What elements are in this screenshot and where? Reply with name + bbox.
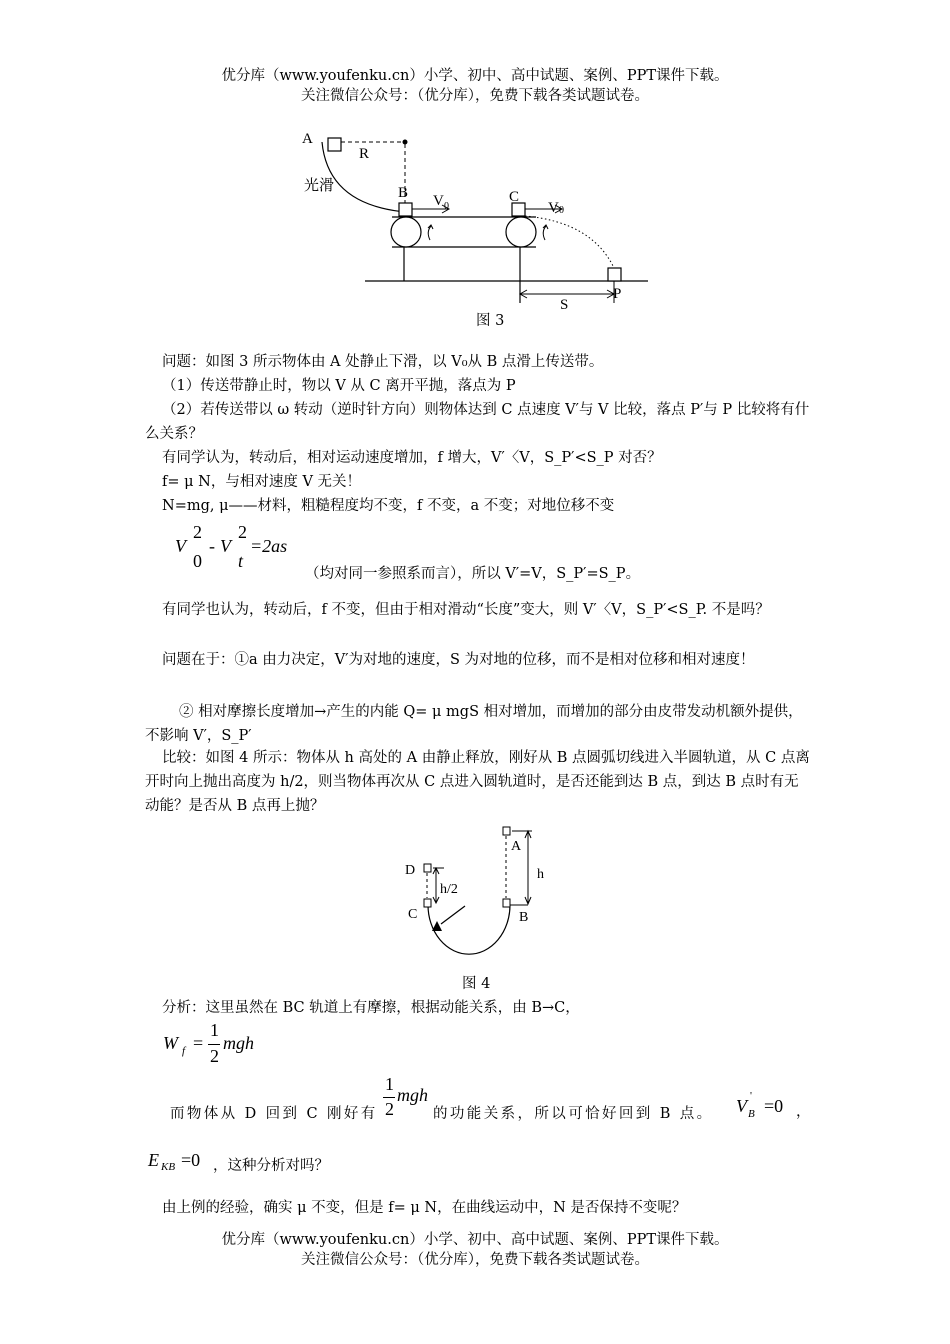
question-part-2: （2）若传送带以 ω 转动（逆时针方向）则物体达到 C 点速度 V′与 V 比较，落点 P′与 P 比较将有什么关系？ bbox=[145, 402, 810, 442]
label-s: S bbox=[560, 297, 569, 313]
energy-relation-text: 而物体从 D 回到 C 刚好有 bbox=[170, 1106, 378, 1122]
label-p: P bbox=[613, 286, 622, 302]
left-rotation-arrow bbox=[428, 226, 431, 240]
block-at-a bbox=[328, 138, 341, 151]
half-mgh-fraction: 1 2 mgh bbox=[385, 1074, 428, 1119]
returns-to-b-text: 的功能关系，所以可恰好回到 B 点。 bbox=[433, 1106, 714, 1122]
right-pulley bbox=[506, 217, 536, 247]
student-view-2: 有同学也认为，转动后，f 不变，但由于相对滑动“长度”变大，则 V′〈V，S_P′<S_P. 不是吗？ bbox=[162, 602, 770, 618]
label-v0-c-sub: 0 bbox=[559, 205, 564, 216]
velocity-b-equation: V ' B =0 ， bbox=[736, 1090, 811, 1120]
right-rotation-arrow bbox=[543, 226, 546, 240]
block-at-p bbox=[608, 268, 621, 281]
same-frame-note: （均对同一参照系而言），所以 V′=V，S_P′=S_P。 bbox=[305, 566, 641, 582]
label-h-half: h/2 bbox=[440, 882, 458, 897]
label-v0-b-sub: 0 bbox=[444, 201, 449, 212]
label-a: A bbox=[511, 839, 522, 854]
work-friction-equation: W f = 1 2 mgh bbox=[163, 1020, 254, 1066]
question-intro: 问题：如图 3 所示物体由 A 处静止下滑，以 V₀从 B 点滑上传送带。 bbox=[162, 354, 604, 370]
label-b: B bbox=[398, 185, 409, 201]
figure-4-caption: 图 4 bbox=[462, 976, 491, 992]
header-line-1: 优分库（www.youfenku.cn）小学、初中、高中试题、案例、PPT课件下载。 bbox=[221, 68, 729, 84]
label-c: C bbox=[509, 189, 520, 205]
normal-force-note: N=mg, μ——材料，粗糙程度均不变，f 不变，a 不变；对地位移不变 bbox=[162, 498, 615, 514]
block-at-d bbox=[424, 864, 431, 872]
block-at-b bbox=[503, 899, 510, 907]
question-part-1: （1）传送带静止时，物以 V 从 C 离开平抛，落点为 P bbox=[162, 378, 516, 394]
center-marker bbox=[432, 921, 442, 931]
closing-question: 由上例的经验，确实 μ 不变，但是 f= μ N，在曲线运动中，N 是否保持不变呢？ bbox=[162, 1200, 687, 1216]
label-d: D bbox=[405, 863, 416, 878]
label-a: A bbox=[302, 131, 313, 147]
left-pulley bbox=[391, 217, 421, 247]
key-point-1: 问题在于：①a 由力决定，V′为对地的速度，S 为对地的位移，而不是相对位移和相对速度！ bbox=[162, 652, 755, 668]
kinetic-energy-b-equation: E KB =0 bbox=[148, 1150, 201, 1173]
analysis-question: ，这种分析对吗？ bbox=[213, 1158, 329, 1174]
label-b: B bbox=[519, 910, 529, 925]
label-c: C bbox=[408, 907, 418, 922]
key-point-2: ② 相对摩擦长度增加→产生的内能 Q= μ mgS 相对增加，而增加的部分由皮带发动机额外提供，不影响 V′，S_P′ bbox=[145, 704, 803, 744]
arc-center-dot bbox=[403, 140, 408, 145]
student-view-1: 有同学认为，转动后，相对运动速度增加，f 增大，V′〈V，S_P′<S_P 对否？ bbox=[162, 450, 662, 466]
label-r: R bbox=[359, 146, 370, 162]
kinematics-equation: V 2 0 - V 2 t =2as bbox=[175, 522, 288, 571]
projectile-path bbox=[525, 216, 614, 268]
label-smooth: 光滑 bbox=[304, 178, 335, 194]
friction-note: f= μ N，与相对速度 V 无关！ bbox=[162, 474, 362, 490]
figure-3-conveyor-diagram bbox=[290, 120, 670, 330]
block-at-a bbox=[503, 827, 510, 835]
analysis-intro: 分析：这里虽然在 BC 轨道上有摩擦，根据动能关系，由 B→C， bbox=[162, 1000, 580, 1016]
footer-line-2: 关注微信公众号：（优分库），免费下载各类试题试卷。 bbox=[301, 1252, 649, 1268]
block-at-b bbox=[399, 203, 412, 216]
label-v0-b: V bbox=[433, 193, 444, 209]
figure-3-caption: 图 3 bbox=[476, 313, 505, 329]
radius-line bbox=[441, 906, 465, 924]
label-v0-c: V bbox=[548, 200, 559, 216]
comparison-problem: 比较：如图 4 所示：物体从 h 高处的 A 由静止释放，刚好从 B 点圆弧切线进入半圆轨道，从 C 点离开时向上抛出高度为 h/2，则当物体再次从 C 点进入圆轨道时，是否还能到达 B 点，到达 B 点时有无动能？是否从 B 点再上抛？ bbox=[145, 750, 810, 814]
header-line-2: 关注微信公众号：（优分库），免费下载各类试题试卷。 bbox=[301, 88, 649, 104]
label-h: h bbox=[537, 867, 544, 882]
figure-4-semicircle-diagram bbox=[395, 822, 560, 967]
footer-line-1: 优分库（www.youfenku.cn）小学、初中、高中试题、案例、PPT课件下载。 bbox=[221, 1232, 729, 1248]
block-at-c bbox=[424, 899, 431, 907]
